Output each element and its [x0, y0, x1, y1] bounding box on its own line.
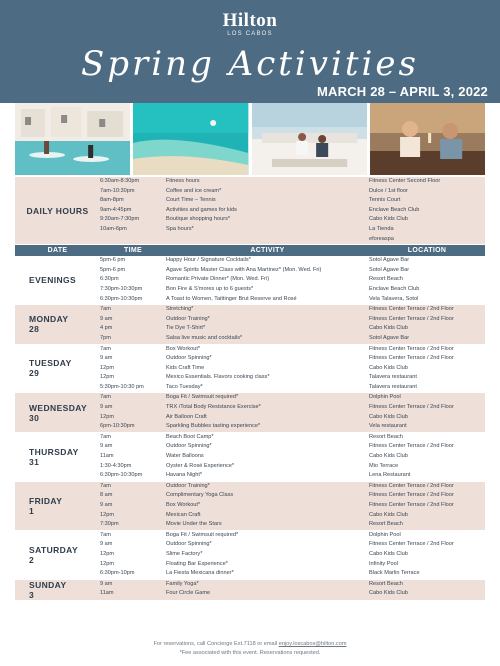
day-label	[15, 580, 100, 600]
row-location: Cabo Kids Club	[369, 550, 408, 557]
day-section	[15, 305, 485, 344]
column-location: LOCATION	[407, 247, 447, 255]
row-activity: Movie Under the Stars	[166, 521, 222, 528]
row-time: 7am	[100, 394, 111, 401]
row-activity: Box Workout*	[166, 502, 201, 508]
photo-beach-aerial	[133, 103, 248, 175]
day-name: EVENINGS	[29, 275, 77, 286]
day-section	[15, 256, 485, 305]
day-label	[15, 393, 100, 431]
schedule-row	[100, 364, 485, 374]
row-location: Fitness Center Terrace / 2nd Floor	[369, 306, 454, 313]
email-link[interactable]: enjoy.loscabos@hilton.com	[278, 641, 347, 647]
day-rows	[100, 393, 485, 431]
row-time: 12pm	[100, 364, 114, 371]
row-activity: Outdoor Training*	[166, 315, 210, 322]
row-time: 9 am	[100, 404, 113, 411]
day-name: SATURDAY	[29, 544, 79, 555]
schedule-row	[100, 462, 485, 472]
photo-strip	[15, 103, 485, 175]
row-location: Fitness Center Terrace / 2nd Floor	[369, 482, 454, 489]
row-time: 5:30pm-10:30 pm	[100, 383, 144, 390]
row-location: Talavera restaurant	[369, 374, 417, 381]
day-section	[15, 433, 485, 482]
day-rows	[100, 345, 485, 393]
row-time: 11am	[100, 590, 114, 597]
schedule-row	[100, 285, 485, 295]
row-activity: Taco Tuesday*	[166, 383, 203, 390]
day-section	[15, 580, 485, 601]
row-location: Fitness Center Terrace / 2nd Floor	[369, 345, 454, 352]
daily-hours-section	[15, 177, 485, 245]
schedule-row	[100, 433, 485, 443]
day-name: FRIDAY	[29, 495, 63, 506]
schedule-row	[100, 491, 485, 501]
row-location: Cabo Kids Club	[369, 590, 408, 597]
day-sections	[15, 256, 485, 601]
row-time: 9 am	[100, 541, 113, 548]
brand-sub: LOS CABOS	[227, 31, 273, 37]
schedule-row	[100, 334, 485, 344]
row-activity: Kids Craft Time	[166, 364, 205, 371]
day-rows	[100, 531, 485, 579]
row-time: 8am-8pm	[100, 197, 124, 204]
column-header	[15, 245, 485, 256]
day-name: MONDAY	[29, 314, 69, 325]
column-activity: ACTIVITY	[250, 247, 285, 255]
photo-pool-paddle	[15, 103, 130, 175]
row-location: Fitness Center Terrace / 2nd Floor	[369, 443, 454, 450]
schedule-row	[100, 531, 485, 541]
row-location: Enclave Beach Club	[369, 285, 420, 292]
date-range: MARCH 28 – APRIL 3, 2022	[317, 84, 488, 99]
day-label	[15, 433, 100, 481]
row-location: Vela restaurant	[369, 423, 407, 430]
schedule-row	[100, 422, 485, 432]
row-activity: Beach Boot Camp*	[166, 433, 214, 440]
row-activity: Agave Spirits Master Class with Ana Martinez* (Mon. Wed. Fri)	[166, 266, 322, 273]
row-activity: Slime Factory*	[166, 550, 203, 557]
brand-name: Hilton	[222, 10, 278, 31]
row-time: 9 am	[100, 315, 113, 322]
row-time: 7am-10:30pm	[100, 187, 135, 194]
row-activity: Oyster & Rosé Experience*	[166, 462, 235, 469]
row-time: 9 am	[100, 502, 113, 508]
row-time: 6:30pm-10pm	[100, 570, 135, 577]
row-time: 12pm	[100, 560, 114, 567]
row-location: Enclave Beach Club	[369, 206, 420, 213]
row-activity: Tie Dye T-Shirt*	[166, 325, 206, 332]
row-activity: Activities and games for kids	[166, 206, 237, 213]
schedule-row	[100, 275, 485, 285]
row-location: Fitness Center Terrace / 2nd Floor	[369, 404, 454, 411]
header-banner	[0, 0, 500, 103]
schedule-row	[100, 383, 485, 393]
schedule-row	[100, 256, 485, 266]
row-time: 6:30am-8:30pm	[100, 178, 140, 184]
row-activity: Spa hours*	[166, 225, 194, 232]
schedule-row	[100, 442, 485, 452]
hilton-logo	[0, 10, 500, 37]
column-date: DATE	[47, 247, 68, 255]
row-location: Cabo Kids Club	[369, 216, 408, 223]
row-activity: Salsa live music and cocktails*	[166, 334, 243, 341]
row-time: 9 am	[100, 443, 113, 450]
row-activity: Floating Bar Experience*	[166, 560, 228, 567]
row-time: 10am-6pm	[100, 225, 127, 232]
schedule-row	[100, 393, 485, 403]
row-activity: TRX /Total Body Resistance Exercise*	[166, 404, 261, 411]
row-activity: Sparkling Bubbles tasting experience*	[166, 423, 261, 430]
row-time: 8 am	[100, 492, 113, 499]
schedule-row	[100, 403, 485, 413]
row-location: Dolphin Pool	[369, 394, 401, 401]
reservation-line	[0, 640, 500, 649]
row-activity: Water Balloons	[166, 453, 204, 460]
schedule-row	[100, 520, 485, 530]
row-location: Sotol Agave Bar	[369, 334, 410, 341]
schedule-row	[100, 580, 485, 590]
row-activity: Fitness hours	[166, 178, 200, 184]
row-time: 12pm	[100, 413, 114, 420]
row-activity: Outdoor Spinning*	[166, 443, 212, 450]
day-rows	[100, 482, 485, 530]
schedule-row	[100, 187, 485, 197]
schedule-row	[100, 305, 485, 315]
day-name: WEDNESDAY	[29, 402, 88, 413]
row-activity: Happy Hour / Signature Cocktails*	[166, 257, 251, 264]
daily-hours-label: DAILY HOURS	[26, 205, 89, 216]
row-activity: Bon Fire & S'mores up to 6 guests*	[166, 285, 254, 292]
row-location: Black Marlin Terrace	[369, 570, 420, 577]
row-activity: Box Workout*	[166, 345, 201, 352]
row-location: Lena Restaurant	[369, 472, 411, 479]
row-location: Fitness Center Second Floor	[369, 178, 441, 184]
schedule-row	[100, 354, 485, 364]
day-label	[15, 305, 100, 343]
day-label	[15, 345, 100, 393]
row-time	[100, 235, 166, 245]
day-rows	[100, 580, 485, 600]
schedule-row	[100, 550, 485, 560]
row-location: eforeaspa	[369, 235, 394, 242]
row-time: 4 pm	[100, 325, 113, 332]
row-location: Cabo Kids Club	[369, 364, 408, 371]
day-section	[15, 531, 485, 580]
schedule-row	[100, 315, 485, 325]
day-number: 1	[29, 505, 35, 516]
row-location: Tennis Court	[369, 197, 401, 204]
row-activity: Complimentary Yoga Class	[166, 492, 234, 499]
column-time: TIME	[124, 247, 142, 255]
day-name: THURSDAY	[29, 446, 79, 457]
row-activity: Court Time – Tennis	[166, 197, 216, 204]
row-time: 6pm-10:30pm	[100, 423, 135, 430]
row-location: Dulce / 1st floor	[369, 187, 408, 194]
schedule-row	[100, 206, 485, 216]
row-location: Cabo Kids Club	[369, 511, 408, 518]
day-name: TUESDAY	[29, 358, 72, 369]
schedule-row	[100, 266, 485, 276]
row-time: 9 am	[100, 580, 113, 587]
schedule-row	[100, 225, 485, 235]
row-time: 9 am	[100, 355, 113, 362]
row-time: 12pm	[100, 374, 114, 381]
row-location: Fitness Center Terrace / 2nd Floor	[369, 492, 454, 499]
reservation-text: For reservations, call Concierge Ext.7118 or email	[153, 641, 278, 647]
day-section	[15, 482, 485, 531]
row-activity: Coffee and ice cream*	[166, 187, 222, 194]
row-activity	[166, 235, 369, 245]
row-activity: Mexican Craft	[166, 511, 201, 518]
row-location: Resort Beach	[369, 521, 403, 528]
row-location: Cabo Kids Club	[369, 413, 408, 420]
day-label	[15, 482, 100, 530]
schedule-row	[100, 345, 485, 355]
daily-hours-rows	[100, 177, 485, 244]
photo-boat-deck	[252, 103, 367, 175]
fee-note: *Fee associated with this event. Reservations requested.	[179, 650, 321, 656]
row-activity: Air Balloon Craft	[166, 413, 207, 420]
row-activity: Stretching*	[166, 306, 194, 313]
row-time: 7am	[100, 306, 111, 313]
row-activity: Outdoor Spinning*	[166, 541, 212, 548]
page-title: Spring Activities	[81, 44, 419, 84]
row-activity: Havana Night*	[166, 472, 203, 479]
row-activity: La Fiesta Mexicana dinner*	[166, 570, 234, 577]
row-activity: Mexico Essentials. Flavors cooking class*	[166, 374, 270, 381]
day-number: 2	[29, 554, 35, 565]
schedule-row	[100, 540, 485, 550]
day-number: 29	[29, 368, 40, 379]
schedule-row	[100, 569, 485, 579]
row-activity: Boutique shopping hours*	[166, 216, 231, 223]
day-section	[15, 393, 485, 432]
schedule-row	[100, 215, 485, 225]
photo-bar-couple	[370, 103, 485, 175]
day-number: 28	[29, 324, 40, 335]
schedule-row	[100, 235, 485, 245]
day-number: 30	[29, 412, 40, 423]
schedule-row	[100, 413, 485, 423]
row-location: Sotol Agave Bar	[369, 266, 410, 273]
row-location: Fitness Center Terrace / 2nd Floor	[369, 315, 454, 322]
row-activity: A Toast to Women, Taittinger Brut Reserve and Rosé	[166, 295, 297, 302]
day-number: 3	[29, 589, 35, 600]
day-number: 31	[29, 456, 40, 467]
day-rows	[100, 256, 485, 304]
schedule-row	[100, 482, 485, 492]
row-time: 7:30pm-10:30pm	[100, 285, 143, 292]
row-location: Dolphin Pool	[369, 531, 401, 538]
schedule-row	[100, 295, 485, 305]
row-activity: Boga Fit / Swimsuit required*	[166, 394, 239, 401]
row-time: 9:30am-7:30pm	[100, 216, 140, 223]
schedule-table	[15, 177, 485, 601]
row-location: Fitness Center Terrace / 2nd Floor	[369, 502, 454, 508]
row-time: 6:30pm-10:30pm	[100, 472, 143, 479]
row-time: 7am	[100, 345, 111, 352]
schedule-row	[100, 324, 485, 334]
row-activity: Boga Fit / Swimsuit required*	[166, 531, 239, 538]
row-location: Sotol Agave Bar	[369, 257, 410, 264]
row-location: Cabo Kids Club	[369, 325, 408, 332]
row-activity: Romantic Private Dinner* (Mon. Wed. Fri)	[166, 276, 270, 283]
schedule-row	[100, 560, 485, 570]
schedule-row	[100, 471, 485, 481]
row-time: 5pm-6 pm	[100, 266, 126, 273]
row-location: Resort Beach	[369, 276, 403, 283]
row-time: 12pm	[100, 550, 114, 557]
row-time: 7am	[100, 433, 111, 440]
row-location: Mio Terrace	[369, 462, 399, 469]
day-name: SUNDAY	[29, 579, 67, 590]
row-location: Infinity Pool	[369, 560, 398, 567]
row-time: 7:30pm	[100, 521, 119, 528]
row-time: 1:30-4:30pm	[100, 462, 132, 469]
row-location: Resort Beach	[369, 433, 403, 440]
row-time: 6:30pm-10:30pm	[100, 295, 143, 302]
row-time: 11am	[100, 453, 114, 460]
row-location: Vela Talavera, Sotol	[369, 295, 419, 302]
row-time: 7pm	[100, 334, 111, 341]
footer	[0, 640, 500, 658]
row-location: Resort Beach	[369, 580, 403, 587]
row-time: 12pm	[100, 511, 114, 518]
schedule-row	[100, 177, 485, 187]
row-time: 6:30pm	[100, 276, 119, 283]
schedule-row	[100, 452, 485, 462]
row-location: Talavera restaurant	[369, 383, 417, 390]
row-activity: Outdoor Spinning*	[166, 355, 212, 362]
row-time: 9am-4:45pm	[100, 206, 132, 213]
row-time: 7am	[100, 482, 111, 489]
row-activity: Family Yoga*	[166, 580, 199, 587]
row-location: Fitness Center Terrace / 2nd Floor	[369, 355, 454, 362]
day-section	[15, 345, 485, 394]
row-time: 5pm-6 pm	[100, 257, 126, 264]
schedule-row	[100, 589, 485, 599]
day-label	[15, 531, 100, 579]
schedule-row	[100, 196, 485, 206]
day-rows	[100, 305, 485, 343]
schedule-row	[100, 511, 485, 521]
day-label	[15, 256, 100, 304]
row-activity: Outdoor Training*	[166, 482, 210, 489]
row-time: 7am	[100, 531, 111, 538]
row-location: Cabo Kids Club	[369, 453, 408, 460]
row-location: La Tienda	[369, 225, 394, 232]
schedule-row	[100, 373, 485, 383]
schedule-row	[100, 501, 485, 511]
day-rows	[100, 433, 485, 481]
row-location: Fitness Center Terrace / 2nd Floor	[369, 541, 454, 548]
row-activity: Four Circle Game	[166, 590, 211, 597]
